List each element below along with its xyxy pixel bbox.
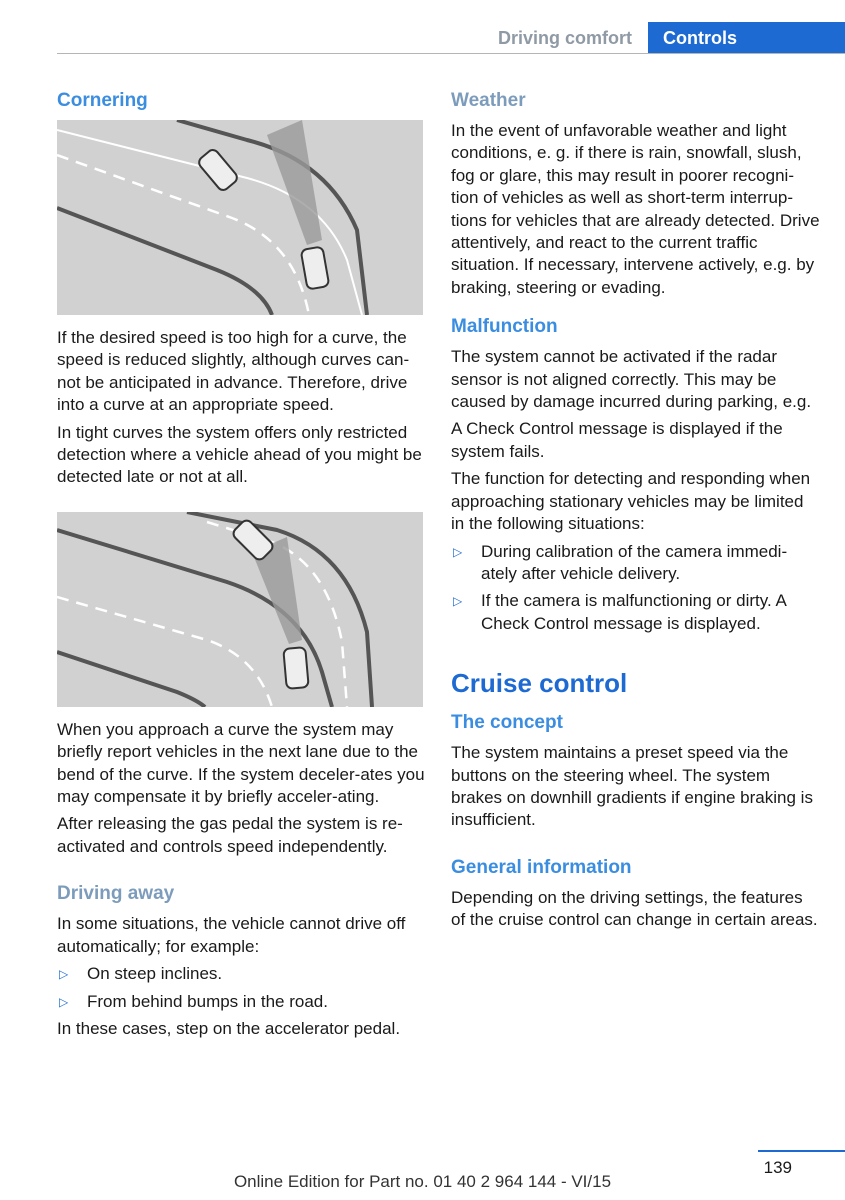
header-section-title: Driving comfort: [497, 28, 632, 48]
figure-curve-illustration-1: [57, 120, 423, 315]
paragraph-weather: In the event of unfavorable weather and light conditions, e. g. if there is rain, snowfall, slush, fog or glare, this may result in poorer recogni-tion of vehicles as well as short-term interrup-tions for vehicles that are already detected. Drive attentively, and react to the current traffic situation. If necessary, intervene actively, e.g. by braking, steering or evading.: [451, 121, 820, 297]
paragraph-malfunction-3: The function for detecting and responding when approaching stationary vehicles may be limited in the following situations:: [451, 469, 811, 534]
header-chapter-tab[interactable]: Controls: [648, 22, 845, 54]
list-item: ▷ On steep inclines.: [57, 963, 425, 985]
paragraph-driving-away-intro: In some situations, the vehicle cannot drive off automatically; for example:: [57, 914, 406, 956]
list-driving-away: [57, 963, 425, 1013]
bullet-triangle-icon: ▷: [453, 544, 463, 559]
heading-weather: Weather: [451, 90, 526, 111]
heading-malfunction: Malfunction: [451, 316, 558, 338]
paragraph-general-information: Depending on the driving settings, the features of the cruise control can change in certain areas.: [451, 887, 818, 930]
list-item: ▷ During calibration of the camera immedi-ately after vehicle delivery.: [453, 541, 788, 583]
header-divider: [57, 53, 845, 54]
paragraph-cornering-1: If the desired speed is too high for a curve, the speed is reduced slightly, although curves can-not be anticipated in advance. Therefore, drive into a curve at an appropriate speed.: [57, 328, 410, 415]
paragraph-malfunction-2: A Check Control message is displayed if the system fails.: [451, 419, 783, 461]
heading-driving-away: Driving away: [57, 883, 175, 905]
heading-cornering: Cornering: [57, 90, 148, 111]
figure-curve-illustration-2: [57, 512, 423, 707]
bullet-triangle-icon: ▷: [59, 994, 69, 1009]
bullet-triangle-icon: ▷: [59, 967, 69, 982]
paragraph-cornering-4: After releasing the gas pedal the system is re-activated and controls speed independently.: [57, 814, 403, 856]
paragraph-driving-away-outro: In these cases, step on the accelerator pedal.: [57, 1018, 401, 1038]
footer-edition-text: Online Edition for Part no. 01 40 2 964 144 - VI/15: [233, 1172, 612, 1191]
left-column: [57, 88, 425, 1045]
paragraph-malfunction-1: The system cannot be activated if the radar sensor is not aligned correctly. This may be caused by damage incurred during parking, e.g.: [451, 347, 812, 412]
bullet-triangle-icon: ▷: [453, 594, 463, 609]
list-item: ▷ If the camera is malfunctioning or dirty. A Check Control message is displayed.: [453, 591, 786, 633]
heading-cruise-control: Cruise control: [451, 668, 628, 699]
footer-accent-rule: [758, 1150, 845, 1152]
list-item: ▷ From behind bumps in the road.: [57, 991, 425, 1013]
paragraph-cornering-3: When you approach a curve the system may briefly report vehicles in the next lane due to the bend of the curve. If the system deceler-ates you may compensate it by briefly acceler-ating.: [57, 719, 425, 807]
paragraph-cornering-2: In tight curves the system offers only restricted detection where a vehicle ahead of you might be detected late or not at all.: [57, 422, 422, 487]
heading-the-concept: The concept: [451, 712, 563, 734]
heading-general-information: General information: [451, 856, 632, 878]
page-number: 139: [763, 1158, 792, 1177]
right-column: [451, 88, 821, 937]
list-malfunction: [451, 541, 821, 636]
paragraph-concept: The system maintains a preset speed via the buttons on the steering wheel. The system brakes on downhill gradients if engine braking is insufficient.: [451, 743, 813, 830]
